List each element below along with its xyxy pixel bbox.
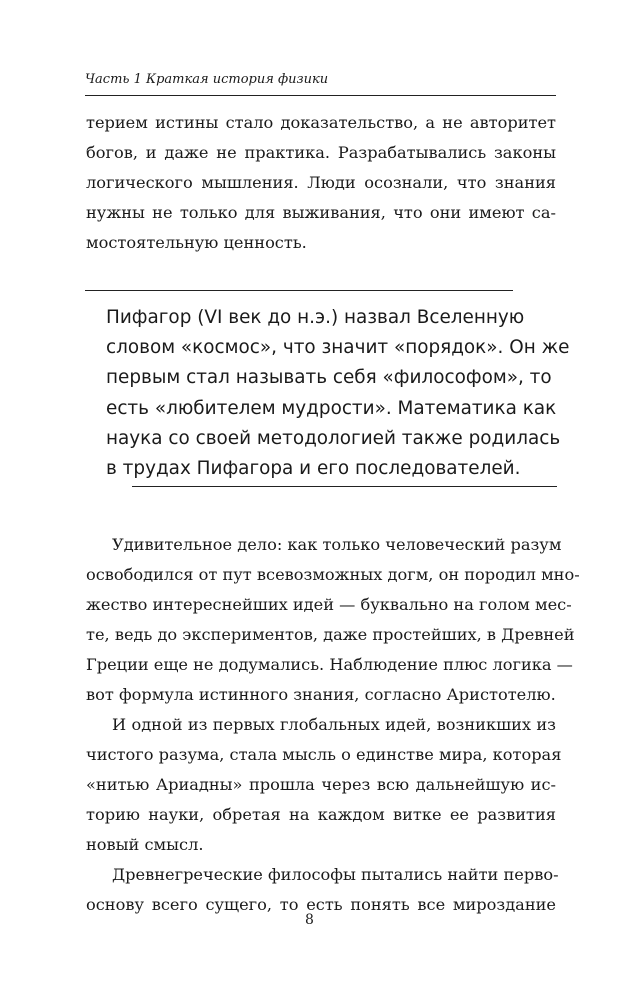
sidebar-bottom-rule (132, 486, 557, 487)
top-paragraph (86, 108, 556, 258)
paragraph-2 (86, 710, 562, 860)
text-line: вот формула истинного знания, согласно Аристотелю. (86, 685, 556, 704)
text-line: терием истины стало доказательство, а не авторитет (86, 113, 556, 132)
paragraph-3 (86, 860, 559, 920)
text-line: жество интереснейших идей — буквально на голом мес- (86, 595, 572, 614)
text-line: логического мышления. Люди осознали, что знания (86, 173, 556, 192)
text-line: нужны не только для выживания, что они имеют са- (86, 203, 556, 222)
sidebar-line: есть «любителем мудрости». Математика как (106, 397, 557, 419)
text-line: Греции еще не додумались. Наблюдение плюс логика — (86, 655, 573, 674)
text-line: основу всего сущего, то есть понять все мироздание (86, 895, 556, 914)
text-line: торию науки, обретая на каждом витке ее развития (86, 805, 556, 824)
paragraph-1 (86, 530, 580, 710)
text-line: освободился от пут всевозможных догм, он породил мно- (86, 565, 580, 584)
text-line: богов, и даже не практика. Разрабатывались законы (86, 143, 556, 162)
text-line: Удивительное дело: как только человеческий разум (112, 535, 562, 554)
text-line: Древнегреческие философы пытались найти перво- (112, 865, 559, 884)
sidebar-line: наука со своей методологией также родилась (106, 427, 561, 449)
pythagoras-sidebar (106, 303, 570, 484)
sidebar-line: в трудах Пифагора и его последователей. (106, 458, 521, 480)
running-head: Часть 1 Краткая история физики (85, 72, 329, 87)
text-line: «нитью Ариадны» прошла через всю дальнейшую ис- (86, 775, 556, 794)
page-number: 8 (305, 912, 314, 928)
text-line: новый смысл. (86, 835, 204, 854)
sidebar-line: Пифагор (VI век до н.э.) назвал Вселенную (106, 307, 525, 328)
header-rule (85, 95, 556, 96)
text-line: И одной из первых глобальных идей, возникших из (112, 715, 556, 734)
text-line: те, ведь до экспериментов, даже простейших, в Древней (86, 625, 575, 644)
sidebar-top-rule (85, 290, 513, 291)
text-line: мостоятельную ценность. (86, 233, 307, 252)
text-line: чистого разума, стала мысль о единстве мира, которая (86, 745, 562, 764)
sidebar-line: первым стал называть себя «философом», то (106, 367, 552, 389)
sidebar-line: словом «космос», что значит «порядок». Он же (106, 337, 570, 359)
